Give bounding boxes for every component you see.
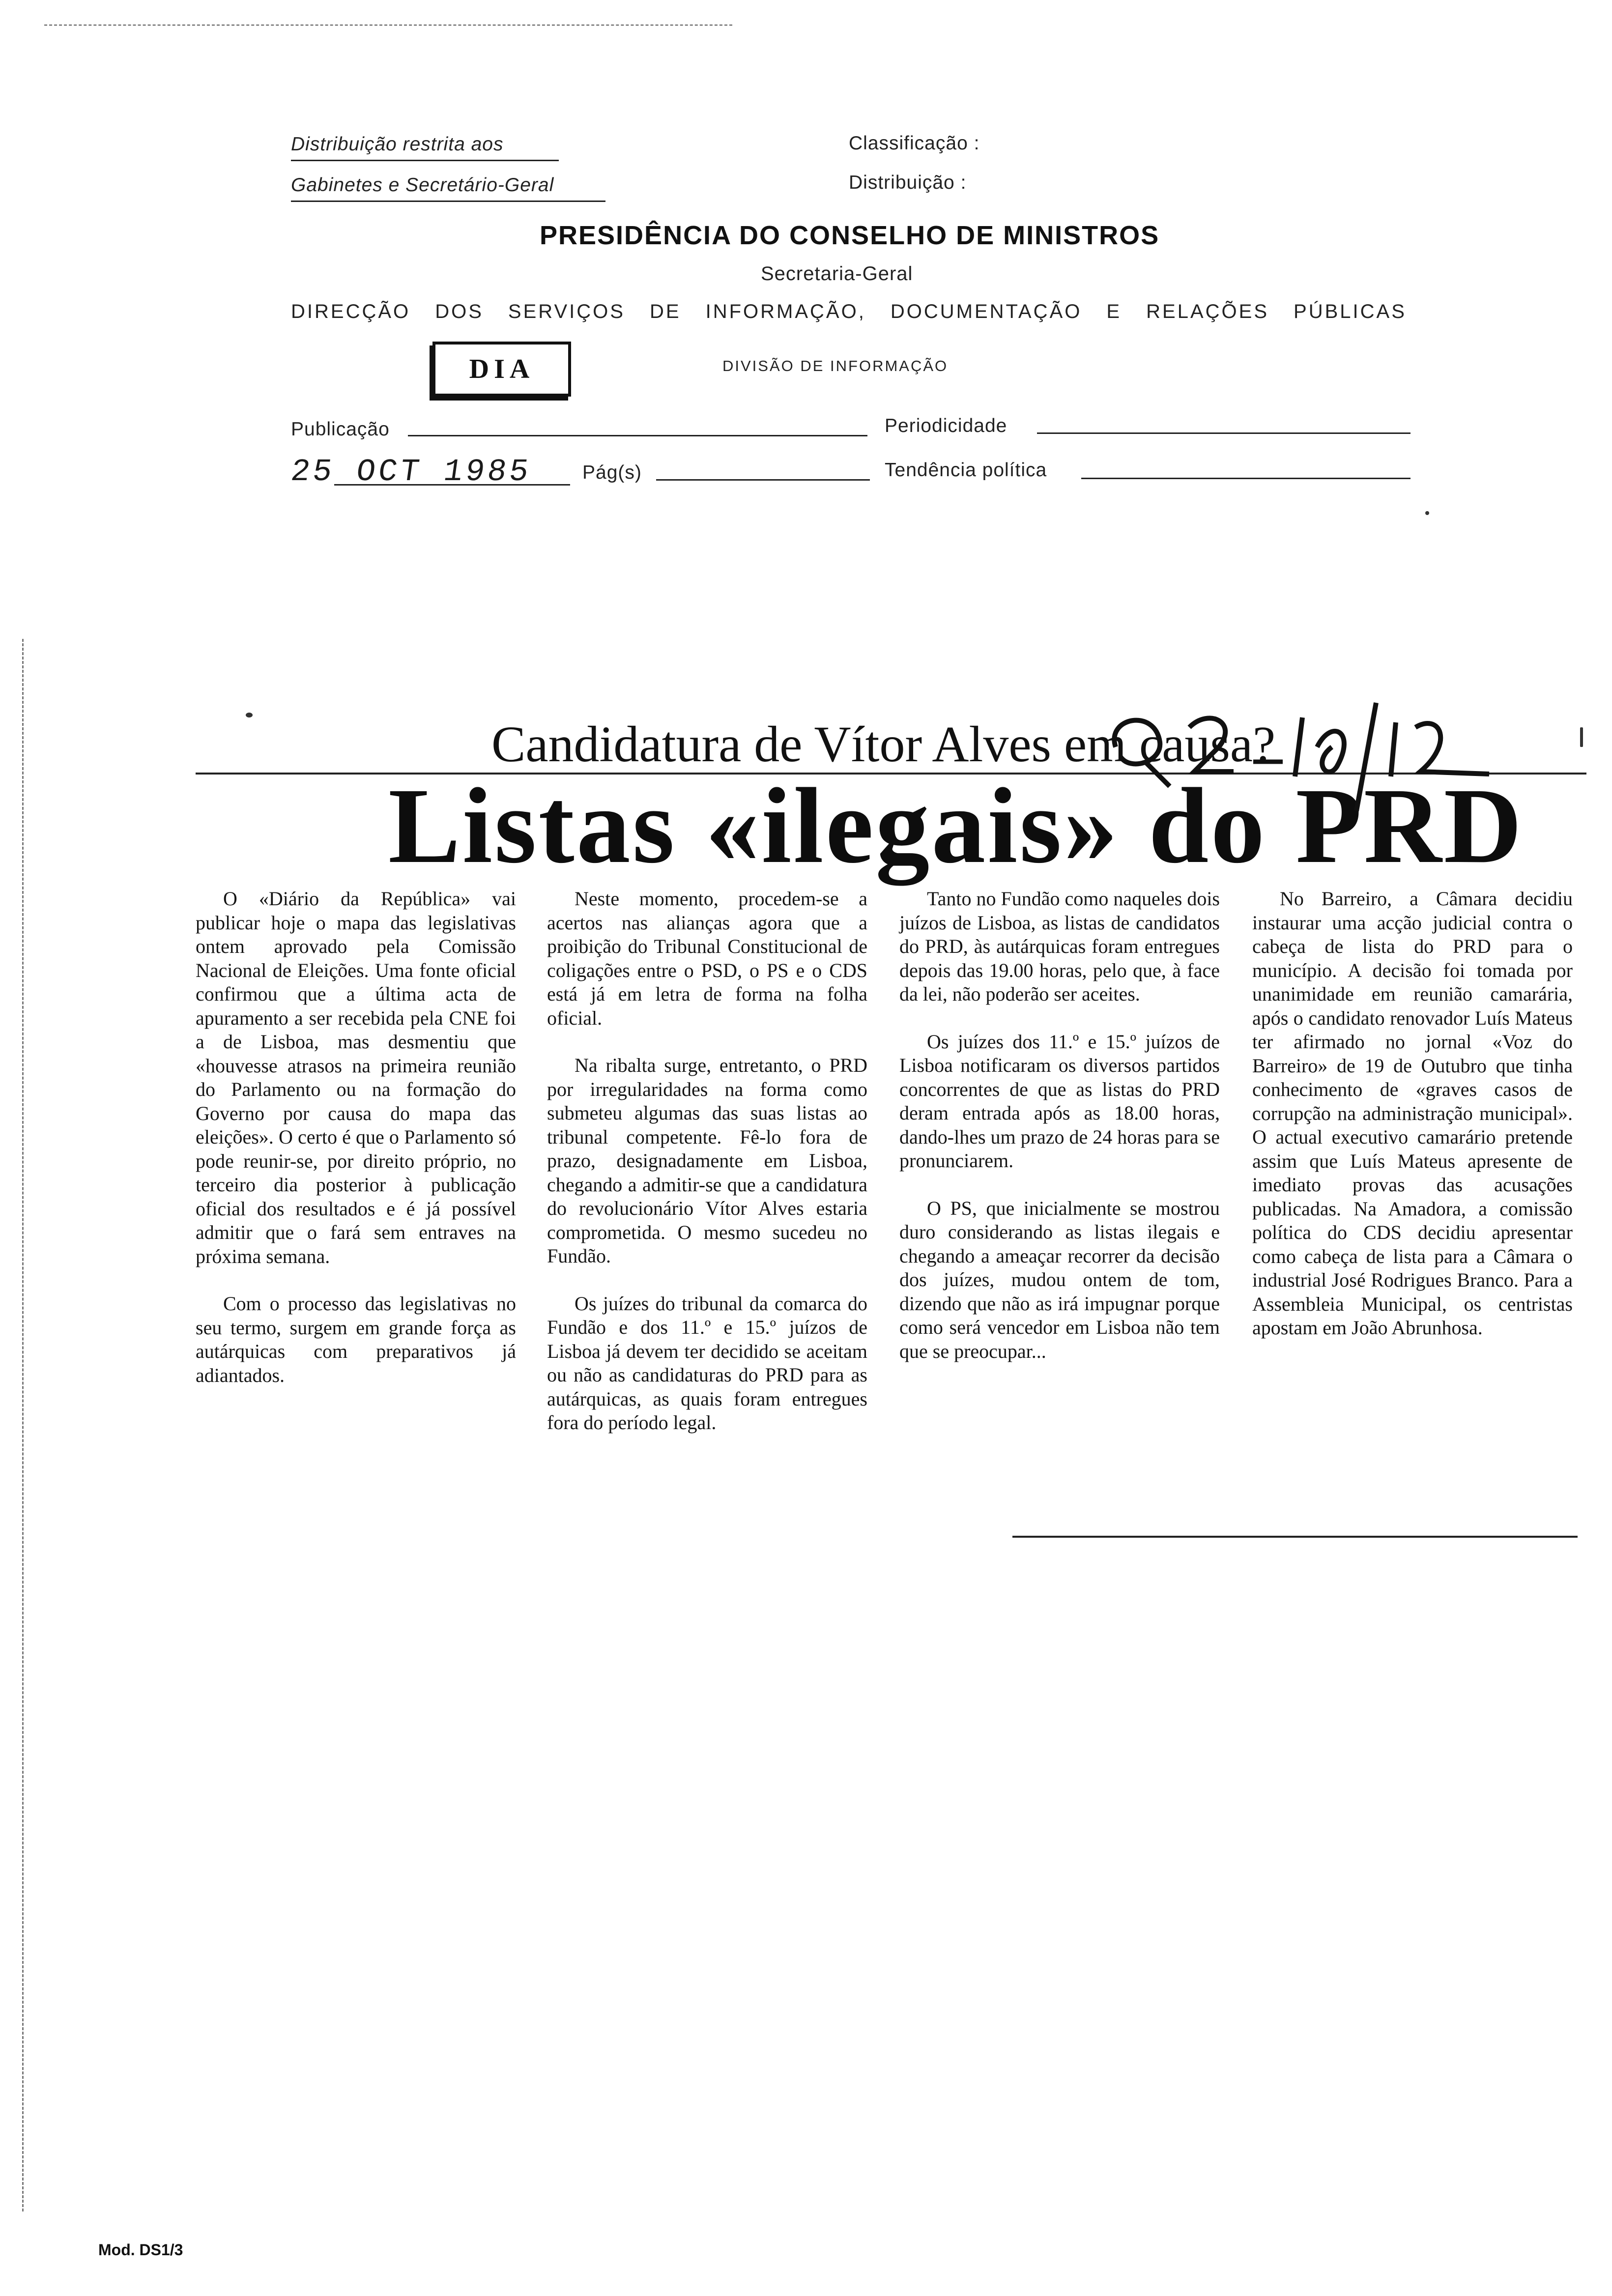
- publication-label: Publicação: [291, 419, 390, 440]
- directorate-line: [291, 301, 1407, 323]
- article-subtitle: Candidatura de Vítor Alves em causa?: [491, 716, 1276, 773]
- directorate-word: RELAÇÕES: [1146, 301, 1269, 322]
- distribution-underline-1: [291, 160, 559, 161]
- directorate-word: DIRECÇÃO: [291, 301, 411, 322]
- article-paragraph: O PS, que inicialmente se mostrou duro considerando as listas ilegais e chegando a ameaçar recorrer da decisão dos juízes, mudou ontem de tom, dizendo que não as irá impugnar porque como será vencedor em Lisboa não tem que se preocupar...: [899, 1197, 1220, 1362]
- date-stamp: 25 OCT 1985: [288, 455, 534, 490]
- periodicity-field-line: [1037, 432, 1410, 434]
- pages-label: Pág(s): [582, 462, 642, 483]
- handwriting-stroke: [1189, 718, 1234, 772]
- handwriting-stroke: [1295, 718, 1344, 776]
- article-paragraph: Os juízes dos 11.º e 15.º juízos de Lisboa notificaram os diversos partidos concorrentes de que as listas do PRD deram entrada após as 18.00 horas, dando-lhes um prazo de 24 horas para se pronunciarem.: [899, 1030, 1220, 1172]
- article-bottom-rule: [1012, 1536, 1578, 1538]
- directorate-word: PÚBLICAS: [1294, 301, 1407, 322]
- distribution-label: Distribuição :: [849, 172, 967, 193]
- secretariat-label: Secretaria-Geral: [761, 263, 913, 285]
- scan-speck: [1425, 511, 1429, 515]
- periodicity-label: Periodicidade: [885, 415, 1008, 436]
- publication-stamp-box: DIA: [432, 342, 571, 397]
- scan-speck: [246, 713, 253, 718]
- directorate-word: DE: [649, 301, 681, 322]
- article-paragraph: Os juízes do tribunal da comarca do Fundão e dos 11.º e 15.º juízos de Lisboa já devem ter decidido se aceitam ou não as candidaturas do PRD para as autárquicas, as quais foram entregues fora do período legal.: [547, 1292, 867, 1434]
- article-paragraph: Tanto no Fundão como naqueles dois juízos de Lisboa, as listas de candidatos do PRD, às autárquicas foram entregues depois das 19.00 horas, pelo que, à face da lei, não poderão ser aceites.: [899, 888, 1220, 1005]
- article-paragraph: No Barreiro, a Câmara decidiu instaurar uma acção judicial contra o cabeça de lista do PRD para o município. A decisão foi tomada por unanimidade em reunião camarária, após o candidato renovador Luís Mateus ter afirmado no jornal «Voz do Barreiro» de 19 de Outubro que tinha conhecimento de «graves casos de corrupção na administração municipal». O actual executivo camarário pretende assim que Luís Mateus apresente de imediato provas das acusações publicadas. Na Amadora, a comissão política do CDS decidiu apresentar como cabeça de lista para a Câmara o industrial José Rodrigues Branco. Para a Assembleia Municipal, os centristas apostam em João Abrunhosa.: [1252, 888, 1573, 1339]
- publication-field-line: [408, 435, 867, 436]
- article-paragraph: Com o processo das legislativas no seu termo, surgem em grande força as autárquicas com preparativos já adiantados.: [196, 1292, 516, 1386]
- handwriting-stroke: [1114, 720, 1170, 786]
- article-column-1: [196, 887, 516, 1387]
- article-paragraph: Na ribalta surge, entretanto, o PRD por irregularidades na forma como submeteu algumas das suas listas ao tribunal competente. Fê-lo fora de prazo, designadamente em Lisboa, chegando a admitir-se que a candidatura do revolucionário Vítor Alves estaria comprometida. O mesmo sucedeu no Fundão.: [547, 1054, 867, 1267]
- distribution-line-2: Gabinetes e Secretário-Geral: [291, 174, 554, 196]
- directorate-word: DOCUMENTAÇÃO: [890, 301, 1082, 322]
- article-column-2: [547, 887, 867, 1435]
- distribution-underline-2: [291, 201, 605, 202]
- scan-edge-mark: [44, 25, 732, 26]
- political-tendency-label: Tendência política: [885, 459, 1047, 481]
- directorate-word: INFORMAÇÃO,: [705, 301, 866, 322]
- tendency-field-line: [1081, 478, 1410, 479]
- form-code: Mod. DS1/3: [98, 2241, 183, 2259]
- date-field-line: [334, 484, 570, 486]
- scan-margin-mark: [22, 639, 24, 2211]
- classification-label: Classificação :: [849, 133, 980, 154]
- article-column-4: [1252, 887, 1573, 1340]
- directorate-word: E: [1106, 301, 1122, 322]
- handwritten-annotation: [1101, 688, 1494, 816]
- pages-field-line: [656, 479, 870, 481]
- article-headline: Listas «ilegais» do PRD: [388, 766, 1524, 886]
- handwriting-stroke: [1391, 722, 1489, 776]
- division-label: DIVISÃO DE INFORMAÇÃO: [722, 357, 949, 374]
- directorate-word: SERVIÇOS: [508, 301, 625, 322]
- article-paragraph: Neste momento, procedem-se a acertos nas alianças agora que a proibição do Tribunal Constitucional de coligações entre o PSD, o PS e o CDS está já em letra de forma na folha oficial.: [547, 888, 867, 1029]
- handwriting-stroke: [1356, 703, 1376, 811]
- organization-title: PRESIDÊNCIA DO CONSELHO DE MINISTROS: [540, 221, 1160, 250]
- directorate-word: DOS: [435, 301, 484, 322]
- article-column-3: [899, 887, 1220, 1363]
- distribution-line-1: Distribuição restrita aos: [291, 134, 504, 155]
- article-paragraph: O «Diário da República» vai publicar hoje o mapa das legislativas ontem aprovado pela Comissão Nacional de Eleições. Uma fonte oficial confirmou que a última acta de apuramento a ser recebida pela CNE foi a de Lisboa, mas desmentiu que «houvesse atrasos na primeira reunião do Parlamento ou na formação do Governo por causa do mapa das eleições». O certo é que o Parlamento só pode reunir-se, por direito próprio, no terceiro dia posterior à publicação oficial dos resultados e é já possível admitir que o fará sem entraves na próxima semana.: [196, 888, 516, 1267]
- scan-speck: [1580, 727, 1583, 747]
